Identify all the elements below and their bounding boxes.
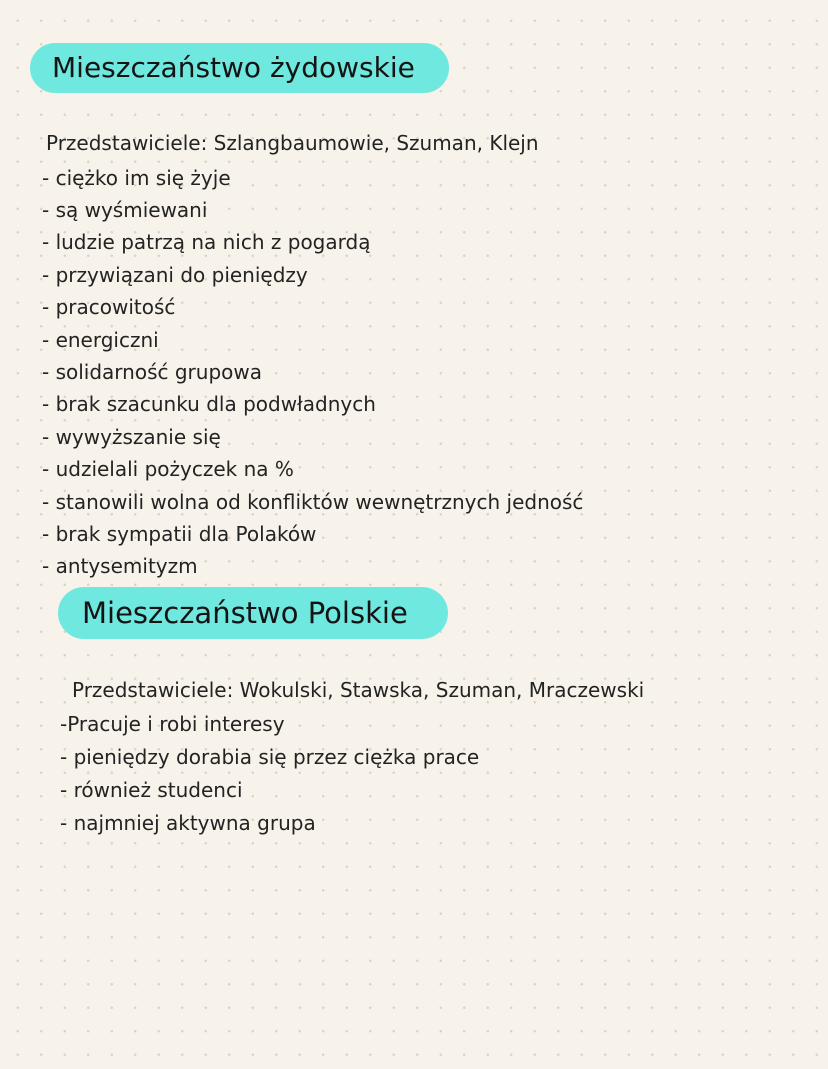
list-item: - ciężko im się żyje — [42, 165, 231, 190]
section-jewish-bourgeoisie — [0, 24, 828, 583]
list-item: - ludzie patrzą na nich z pogardą — [42, 230, 371, 255]
trait-list — [60, 708, 828, 840]
list-item: - udzielali pożyczek na % — [42, 457, 294, 482]
list-item: - są wyśmiewani — [42, 197, 208, 222]
list-item: - wywyższanie się — [42, 424, 221, 449]
representatives-line: Przedstawiciele: Szlangbaumowie, Szuman, Klejn — [46, 130, 539, 155]
section-polish-bourgeoisie — [0, 568, 828, 840]
list-item: - przywiązani do pieniędzy — [42, 262, 308, 287]
list-item: - również studenci — [60, 777, 243, 802]
trait-list — [42, 162, 828, 583]
list-item: -Pracuje i robi interesy — [60, 711, 285, 736]
list-item: - brak szacunku dla podwładnych — [42, 392, 376, 417]
list-item: - pracowitość — [42, 295, 176, 320]
list-item: - energiczni — [42, 327, 159, 352]
list-item: - pieniędzy dorabia się przez ciężka prace — [60, 744, 480, 769]
list-item: - stanowili wolna od konfliktów wewnętrznych jedność — [42, 489, 584, 514]
representatives-line: Przedstawiciele: Wokulski, Stawska, Szuman, Mraczewski — [72, 677, 645, 702]
list-item: - antysemityzm — [42, 554, 198, 579]
section-heading: Mieszczaństwo żydowskie — [30, 43, 449, 93]
list-item: - brak sympatii dla Polaków — [42, 521, 317, 546]
list-item: - najmniej aktywna grupa — [60, 810, 316, 835]
list-item: - solidarność grupowa — [42, 359, 262, 384]
section-heading: Mieszczaństwo Polskie — [58, 587, 448, 639]
